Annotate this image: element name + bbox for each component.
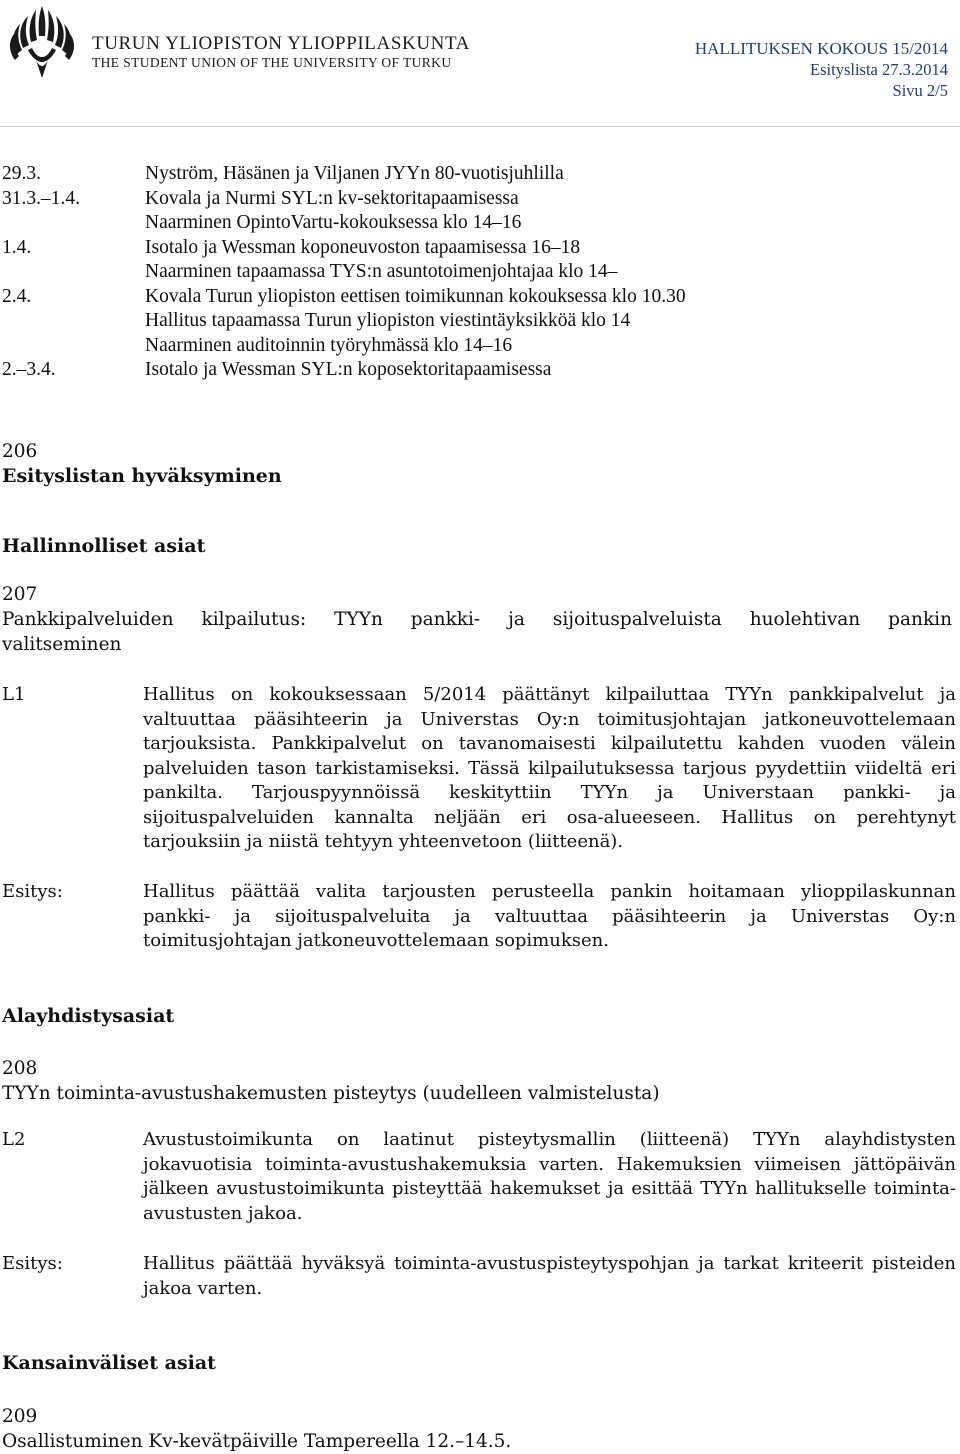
item-title-cont: valitseminen — [2, 634, 122, 655]
attachment-text: Avustustoimikunta on laatinut pisteytysmallin (liitteenä) TYYn alayhdistysten jokavuotisia toiminta-avustushakemuksia varten. Hakemuksien viimeisen jättöpäivän jälkeen avustustoimikunta pisteyttää hakemukset ja esittää TYYn hallitukselle toiminta-avustusten jakoa. — [143, 1129, 956, 1224]
schedule-row — [0, 211, 960, 236]
attachment-row — [0, 1128, 958, 1226]
document-body — [0, 162, 960, 1452]
item-206 — [2, 439, 956, 489]
item-number: 208 — [2, 1058, 38, 1079]
schedule-row — [0, 358, 960, 383]
attachment-text: Hallitus on kokouksessaan 5/2014 päättänyt kilpailuttaa TYYn pankkipalvelut ja valtuuttaa pääsihteerin ja Universtas Oy:n toimitusjohtajan jatkoneuvottelemaan tarjouksista. Pankkipalvelut on tavanomaisesti kilpailutettu kahden vuoden välein palveluiden tason tarkistamiseksi. Tässä kilpailutuksessa tarjous pyydettiin viideltä eri pankilta. Tarjouspyynnöissä keskityttiin TYYn ja Universtaan pankki- ja sijoituspalveluiden kannalta neljään eri osa-alueeseen. Hallitus on perehtynyt tarjouksiin ja niistä tehtyyn yhteenvetoon (liitteenä). — [143, 684, 956, 852]
proposal-label: Esitys: — [2, 881, 63, 902]
schedule-row — [0, 309, 960, 334]
schedule-date: 1.4. — [2, 236, 32, 258]
item-207 — [2, 582, 956, 657]
schedule-text: Isotalo ja Wessman SYL:n koposektoritapaamisessa — [145, 359, 552, 380]
attachment-label: L2 — [2, 1129, 26, 1150]
page-number: Sivu 2/5 — [892, 81, 948, 100]
proposal-text: Hallitus päättää valita tarjousten perusteella pankin hoitamaan ylioppilaskunnan pankki- ja sijoituspalveluita ja valtuuttaa pääsihteerin ja Universtas Oy:n toimitusjohtajan jatkoneuvottelemaan sopimuksen. — [143, 881, 956, 951]
schedule-date — [0, 309, 145, 334]
schedule-date — [0, 260, 145, 285]
item-title: Esityslistan hyväksyminen — [2, 465, 282, 487]
schedule-row — [0, 187, 960, 212]
item-title: Osallistuminen Kv-kevätpäiville Tampereella 12.–14.5. — [2, 1431, 512, 1452]
proposal-text: Hallitus päättää hyväksyä toiminta-avustuspisteytyspohjan ja tarkat kriteerit pisteiden jakoa varten. — [143, 1253, 956, 1299]
item-number: 209 — [2, 1406, 38, 1427]
attachment-label: L1 — [2, 684, 26, 705]
meeting-meta — [695, 38, 948, 101]
item-title: TYYn toiminta-avustushakemusten pisteytys (uudelleen valmistelusta) — [2, 1083, 660, 1104]
org-name-finnish: TURUN YLIOPISTON YLIOPPILASKUNTA — [92, 33, 470, 54]
attachment-row — [0, 683, 958, 855]
schedule-date: 2.4. — [2, 285, 32, 307]
section-heading-admin: Hallinnolliset asiat — [2, 535, 206, 557]
schedule-text: Naarminen auditoinnin työryhmässä klo 14–16 — [145, 334, 513, 356]
proposal-row — [0, 1252, 958, 1301]
schedule-text: Nyström, Häsänen ja Viljanen JYYn 80-vuotisjuhlilla — [145, 163, 564, 184]
schedule-list — [0, 162, 960, 383]
item-number: 207 — [2, 584, 38, 605]
schedule-date: 2.–3.4. — [2, 359, 56, 380]
schedule-date — [0, 334, 145, 359]
schedule-date: 31.3.–1.4. — [2, 187, 80, 209]
item-title: Pankkipalveluiden kilpailutus: TYYn pankki- ja sijoituspalveluista huolehtivan pankin — [2, 609, 952, 630]
schedule-text: Naarminen OpintoVartu-kokouksessa klo 14–16 — [145, 212, 522, 233]
item-209 — [2, 1404, 956, 1454]
student-union-logo — [6, 2, 78, 82]
section-heading-international: Kansainväliset asiat — [2, 1352, 216, 1374]
schedule-row — [0, 260, 960, 285]
schedule-date — [0, 211, 145, 236]
agenda-date: Esityslista 27.3.2014 — [810, 60, 948, 79]
schedule-row — [0, 285, 960, 310]
section-heading-associations: Alayhdistysasiat — [2, 1005, 175, 1027]
schedule-row — [0, 162, 960, 187]
schedule-text: Isotalo ja Wessman koponeuvoston tapaamisessa 16–18 — [145, 236, 581, 258]
schedule-text: Hallitus tapaamassa Turun yliopiston viestintäyksikköä klo 14 — [145, 310, 631, 331]
schedule-row — [0, 236, 960, 261]
meeting-title: HALLITUKSEN KOKOUS 15/2014 — [694, 39, 948, 58]
schedule-text: Naarminen tapaamassa TYS:n asuntotoimenjohtajaa klo 14– — [145, 261, 618, 282]
schedule-text: Kovala Turun yliopiston eettisen toimikunnan kokouksessa klo 10.30 — [145, 285, 686, 307]
schedule-date: 29.3. — [2, 163, 41, 184]
item-208 — [2, 1056, 956, 1106]
item-number: 206 — [2, 441, 38, 462]
page-header — [0, 0, 960, 128]
header-divider — [0, 126, 960, 127]
proposal-row — [0, 880, 958, 954]
proposal-label: Esitys: — [2, 1253, 63, 1274]
schedule-row — [0, 334, 960, 359]
org-name-english: THE STUDENT UNION OF THE UNIVERSITY OF TURKU — [92, 55, 452, 70]
schedule-text: Kovala ja Nurmi SYL:n kv-sektoritapaamisessa — [145, 187, 519, 209]
